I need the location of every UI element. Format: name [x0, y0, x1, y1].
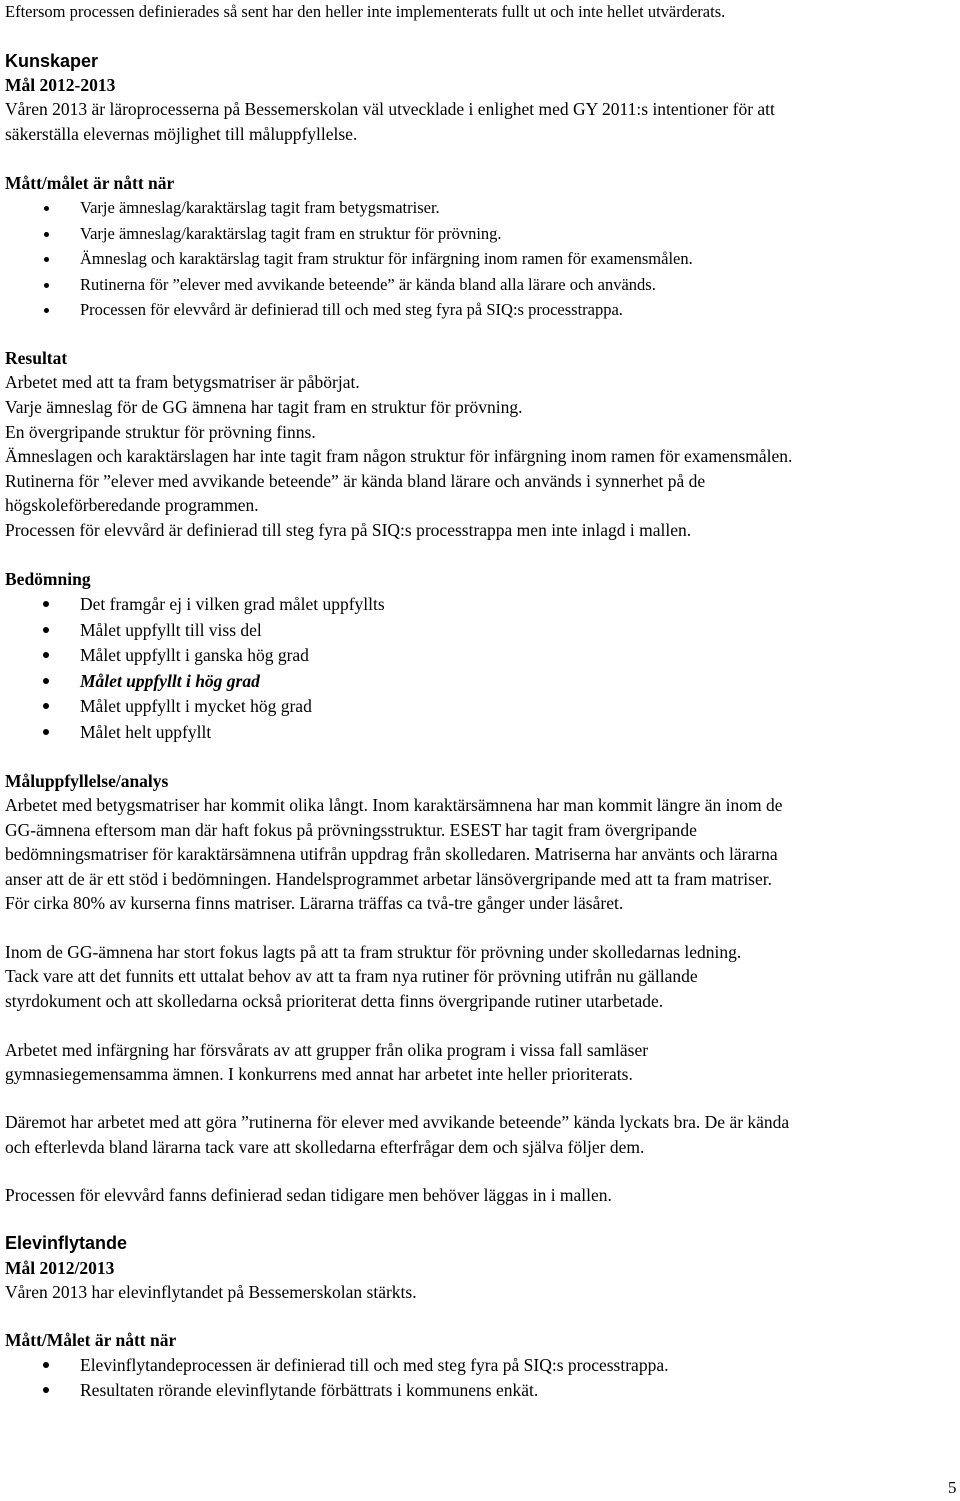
bullet-icon — [43, 729, 49, 735]
resultat-line: En övergripande struktur för prövning finns. — [5, 422, 316, 442]
resultat-line: högskoleförberedande programmen. — [5, 495, 259, 515]
bullet-icon — [44, 283, 49, 288]
bedomning-heading: Bedömning — [5, 569, 91, 589]
elevinflytande-goal-title: Mål 2012/2013 — [5, 1258, 115, 1278]
bullet-icon — [43, 601, 49, 607]
bullet-icon — [43, 1362, 49, 1368]
bullet-icon — [44, 308, 49, 313]
matt-list-item: Rutinerna för ”elever med avvikande beteende” är kända bland alla lärare och används. — [80, 275, 656, 294]
bullet-icon — [44, 232, 49, 237]
intro-line: Eftersom processen definierades så sent har den heller inte implementerats fullt ut och inte hellet utvärderats. — [5, 2, 726, 21]
analys-heading: Måluppfyllelse/analys — [5, 771, 169, 791]
resultat-line: Arbetet med att ta fram betygsmatriser är påbörjat. — [5, 372, 360, 392]
bedomning-option: Målet uppfyllt i mycket hög grad — [80, 696, 312, 716]
bedomning-option-selected: Målet uppfyllt i hög grad — [80, 671, 260, 691]
analys-line: anser att de är ett stöd i bedömningen. Handelsprogrammet arbetar länsövergripande med att ta fram matriser. — [5, 869, 772, 889]
bullet-icon — [43, 1387, 49, 1393]
analys-line: Arbetet med betygsmatriser har kommit olika långt. Inom karaktärsämnena har man kommit längre än inom de — [5, 795, 783, 815]
resultat-line: Ämneslagen och karaktärslagen har inte tagit fram någon struktur för infärgning inom ramen för examensmålen. — [5, 446, 793, 466]
resultat-line: Varje ämneslag för de GG ämnena har tagit fram en struktur för prövning. — [5, 397, 523, 417]
analys-line: styrdokument och att skolledarna också prioriterat detta finns övergripande rutiner utarbetade. — [5, 991, 664, 1011]
bedomning-option: Det framgår ej i vilken grad målet uppfyllts — [80, 594, 385, 614]
analys-line: bedömningsmatriser för karaktärsämnena utifrån uppdrag från skolledaren. Matriserna har använts och lärarna — [5, 844, 778, 864]
matt-list-item: Varje ämneslag/karaktärslag tagit fram en struktur för prövning. — [80, 224, 502, 243]
bullet-icon — [43, 703, 49, 709]
bedomning-option: Målet uppfyllt till viss del — [80, 620, 262, 640]
matt-list-item: Ämneslag och karaktärslag tagit fram struktur för infärgning inom ramen för examensmålen. — [80, 249, 693, 268]
analys-line: Inom de GG-ämnena har stort fokus lagts på att ta fram struktur för prövning under skolledarnas ledning. — [5, 942, 742, 962]
matt-list-item: Varje ämneslag/karaktärslag tagit fram betygsmatriser. — [80, 198, 440, 217]
bullet-icon — [43, 627, 49, 633]
bedomning-option: Målet uppfyllt i ganska hög grad — [80, 645, 309, 665]
bullet-icon — [44, 257, 49, 262]
matt-heading: Mått/målet är nått när — [5, 173, 175, 193]
bedomning-option: Målet helt uppfyllt — [80, 722, 212, 742]
resultat-line: Processen för elevvård är definierad till steg fyra på SIQ:s processtrappa men inte inlagd i mallen. — [5, 520, 692, 540]
analys-line: och efterlevda bland lärarna tack vare att skolledarna efterfrågar dem och själva följer dem. — [5, 1137, 645, 1157]
bullet-icon — [43, 652, 49, 658]
elevinflytande-matt-item: Elevinflytandeprocessen är definierad till och med steg fyra på SIQ:s processtrappa. — [80, 1355, 669, 1375]
analys-line: Processen för elevvård fanns definierad sedan tidigare men behöver läggas in i mallen. — [5, 1185, 612, 1205]
kunskaper-heading: Kunskaper — [5, 51, 99, 71]
elevinflytande-heading: Elevinflytande — [5, 1233, 128, 1253]
bullet-icon — [43, 678, 49, 684]
kunskaper-goal-text-line: Våren 2013 är läroprocesserna på Bessemerskolan väl utvecklade i enlighet med GY 2011:s intentioner för att — [5, 99, 775, 119]
elevinflytande-matt-item: Resultaten rörande elevinflytande förbättrats i kommunens enkät. — [80, 1380, 539, 1400]
kunskaper-goal-text-line: säkerställa elevernas möjlighet till måluppfyllelse. — [5, 124, 358, 144]
analys-line: Däremot har arbetet med att göra ”rutinerna för elever med avvikande beteende” kända lyckats bra. De är kända — [5, 1112, 790, 1132]
resultat-heading: Resultat — [5, 348, 68, 368]
analys-line: GG-ämnena eftersom man där haft fokus på prövningsstruktur. ESEST har tagit fram övergripande — [5, 820, 697, 840]
page-number: 5 — [948, 1478, 957, 1497]
matt-list-item: Processen för elevvård är definierad till och med steg fyra på SIQ:s processtrappa. — [80, 300, 623, 319]
bullet-icon — [44, 206, 49, 211]
elevinflytande-goal-text: Våren 2013 har elevinflytandet på Bessemerskolan stärkts. — [5, 1282, 417, 1302]
resultat-line: Rutinerna för ”elever med avvikande beteende” är kända bland lärare och används i synnerhet på de — [5, 471, 706, 491]
analys-line: Arbetet med infärgning har försvårats av att grupper från olika program i vissa fall samläser — [5, 1040, 649, 1060]
kunskaper-goal-title: Mål 2012-2013 — [5, 75, 116, 95]
elevinflytande-matt-heading: Mått/Målet är nått när — [5, 1330, 177, 1350]
analys-line: Tack vare att det funnits ett uttalat behov av att ta fram nya rutiner för prövning utifrån nu gällande — [5, 966, 698, 986]
analys-line: För cirka 80% av kurserna finns matriser. Lärarna träffas ca två-tre gånger under läsåret. — [5, 893, 624, 913]
analys-line: gymnasiegemensamma ämnen. I konkurrens med annat har arbetet inte heller prioriterats. — [5, 1064, 633, 1084]
